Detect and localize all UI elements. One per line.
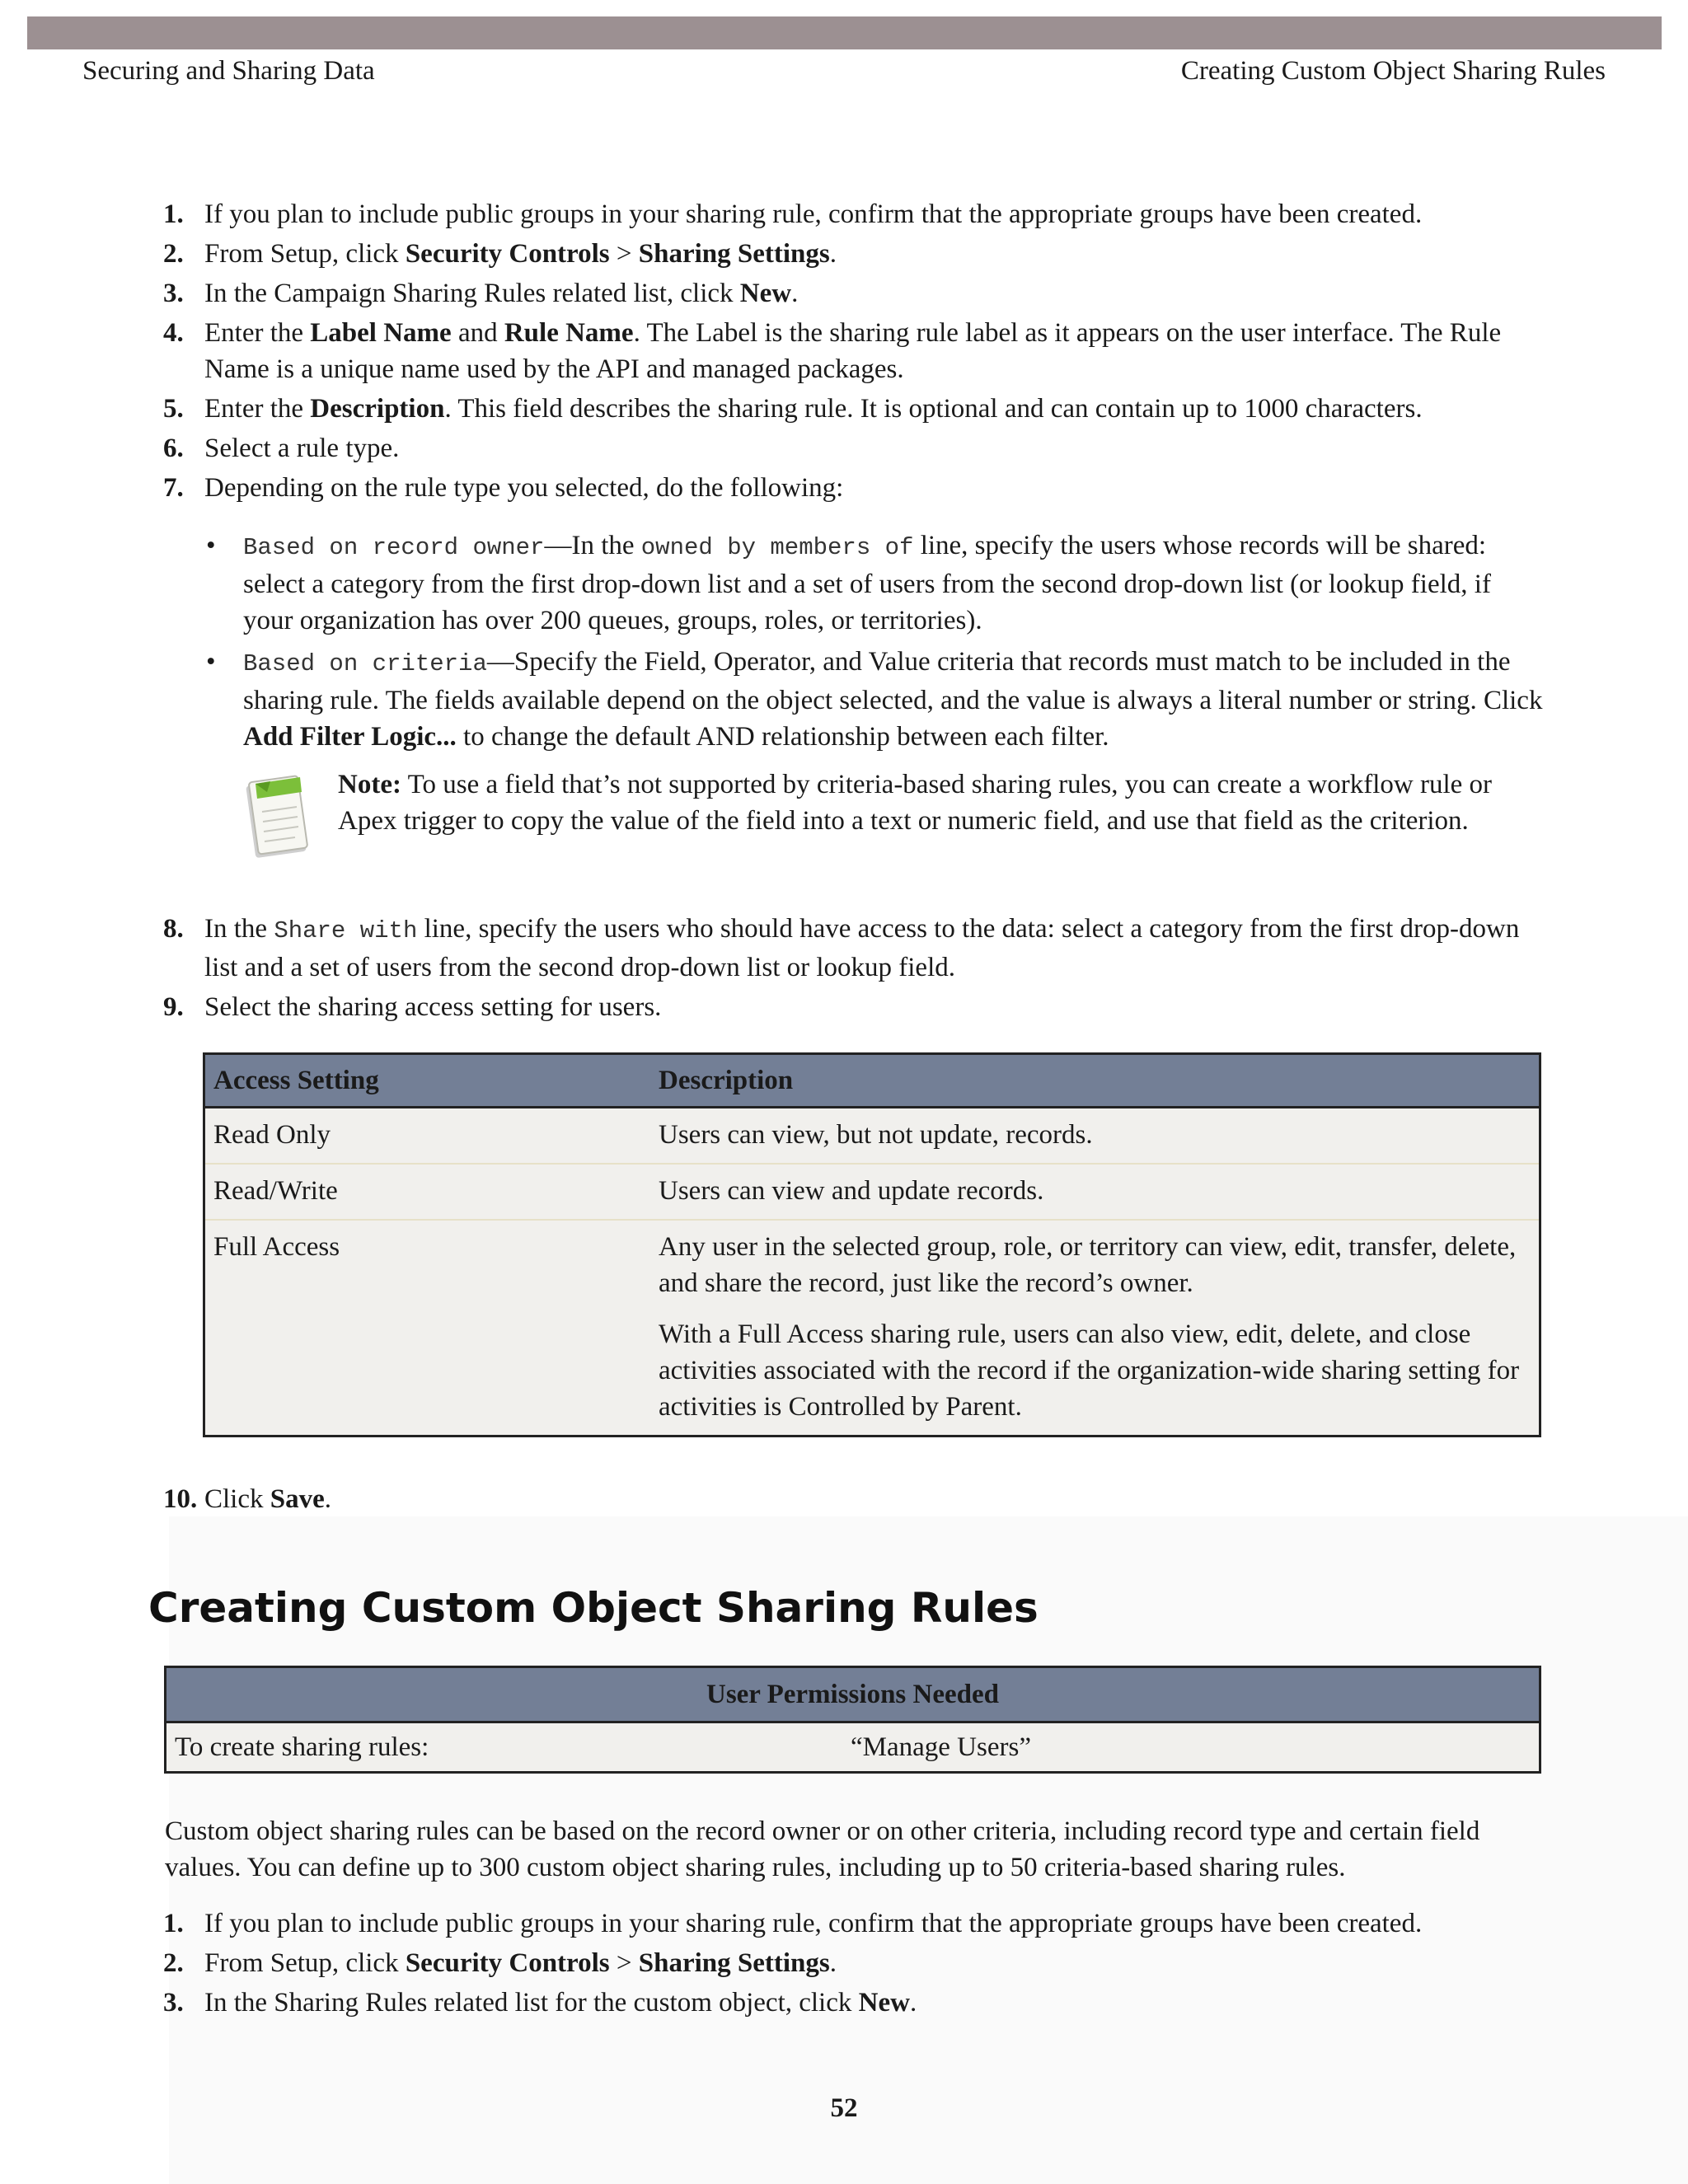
note-pad-icon: [246, 771, 310, 861]
step-number: 4.: [163, 318, 184, 348]
step-text: .: [909, 1988, 917, 2018]
step-text: . This field describes the sharing rule. It is optional and can contain up to 1000 characters.: [444, 394, 1423, 424]
ui-label-security-controls: Security Controls: [405, 239, 610, 269]
step-5: [163, 391, 1540, 427]
step-3: [163, 275, 1540, 312]
bullet-text: to change the default AND relationship between each filter.: [456, 722, 1109, 752]
header-bar: [27, 16, 1662, 49]
ui-label-sharing-settings: Sharing Settings: [638, 1948, 830, 1978]
step-number: 7.: [163, 473, 184, 503]
step-text: .: [791, 279, 799, 308]
bullet-text: —Specify the Field, Operator, and Value criteria that records must match to be included in the sharing rule. The fields available depend on the object selected, and the value is always a literal number or string. Click: [243, 647, 1543, 715]
step-text: >: [609, 239, 639, 269]
access-setting-table: [203, 1052, 1541, 1437]
table-row: [204, 1220, 1540, 1436]
step-text: Enter the: [204, 318, 311, 348]
description-cell: Users can view and update records.: [650, 1164, 1540, 1220]
step-number: 10.: [163, 1484, 198, 1514]
ui-label-add-filter-logic: Add Filter Logic...: [243, 722, 457, 752]
code-owned-by-members-of: owned by members of: [640, 534, 914, 561]
page-number: 52: [830, 2093, 858, 2123]
bullet-text: —In the: [544, 531, 641, 560]
bullet-record-owner: [206, 527, 1545, 639]
ui-label-security-controls: Security Controls: [405, 1948, 610, 1978]
ui-label-description: Description: [310, 394, 445, 424]
ui-label-save: Save: [270, 1484, 325, 1514]
step-text: If you plan to include public groups in your sharing rule, confirm that the appropriate groups have been created.: [204, 1909, 1423, 1938]
ui-label-label-name: Label Name: [310, 318, 452, 348]
section-intro-paragraph: Custom object sharing rules can be based on the record owner or on other criteria, including record type and certain field values. You can define up to 300 custom object sharing rules, including up to 50 criteria-based sharing rules.: [165, 1816, 1480, 1882]
bullet-dot: •: [206, 531, 216, 560]
rule-type-bullets: [206, 527, 1545, 760]
step-number: 3.: [163, 1988, 184, 2018]
column-header-description: Description: [650, 1054, 1540, 1108]
step-6: [163, 430, 1540, 466]
description-cell: [650, 1220, 1540, 1436]
step-text: Select the sharing access setting for users.: [204, 992, 662, 1022]
step-text: >: [609, 1948, 639, 1978]
step-2: [163, 236, 1540, 272]
step-text: Depending on the rule type you selected, do the following:: [204, 473, 844, 503]
ui-label-sharing-settings: Sharing Settings: [638, 239, 830, 269]
steps-list-section: [163, 1905, 1540, 2024]
ui-label-new: New: [858, 1988, 910, 2018]
header-section-title: Creating Custom Object Sharing Rules: [1180, 56, 1606, 86]
step-text: Select a rule type.: [204, 434, 400, 463]
note-label: Note:: [338, 770, 401, 799]
steps-list-mid: [163, 911, 1540, 1029]
step-number: 8.: [163, 914, 184, 944]
steps-list-top: [163, 196, 1540, 509]
column-header-access-setting: Access Setting: [204, 1054, 651, 1108]
step-text: Click: [204, 1484, 270, 1514]
step-number: 5.: [163, 394, 184, 424]
step-1: [163, 196, 1540, 232]
note-body: To use a field that’s not supported by criteria-based sharing rules, you can create a workflow rule or Apex trigger to copy the value of the field into a text or numeric field, and use that field as the criterion.: [338, 770, 1493, 836]
step-text: In the: [204, 914, 274, 944]
table-header-row: [166, 1667, 1540, 1722]
step-2: [163, 1945, 1540, 1981]
code-share-with: Share with: [274, 917, 418, 944]
step-text: In the Campaign Sharing Rules related list, click: [204, 279, 740, 308]
step-4: [163, 315, 1540, 387]
step-text: .: [829, 1948, 837, 1978]
access-setting-cell: Read/Write: [204, 1164, 651, 1220]
step-text: .: [324, 1484, 331, 1514]
permission-value-cell: “Manage Users”: [842, 1722, 1540, 1773]
bullet-criteria: [206, 644, 1545, 755]
step-number: 9.: [163, 992, 184, 1022]
step-number: 2.: [163, 1948, 184, 1978]
step-number: 3.: [163, 279, 184, 308]
step-number: 6.: [163, 434, 184, 463]
step-text: . The Label is the sharing rule label as it appears on the user interface. The Rule Name is a unique name used by the API and managed packages.: [204, 318, 1502, 384]
description-paragraph: With a Full Access sharing rule, users can also view, edit, delete, and close activities associated with the record if the organization-wide sharing setting for activities is Controlled by Parent.: [659, 1319, 1520, 1422]
step-text: From Setup, click: [204, 239, 406, 269]
table-row: [204, 1108, 1540, 1165]
step-3: [163, 1985, 1540, 2021]
code-based-on-criteria: Based on criteria: [243, 650, 487, 677]
step-7: [163, 470, 1540, 506]
step-number: 1.: [163, 199, 184, 229]
header-chapter-title: Securing and Sharing Data: [82, 56, 375, 86]
step-text: line, specify the users who should have access to the data: select a category from the first drop-down list and a set of users from the second drop-down list or lookup field.: [204, 914, 1520, 982]
ui-label-new: New: [739, 279, 792, 308]
table-row: [166, 1722, 1540, 1773]
code-based-on-record-owner: Based on record owner: [243, 534, 545, 561]
step-number: 1.: [163, 1909, 184, 1938]
ui-label-rule-name: Rule Name: [504, 318, 634, 348]
description-paragraph: Any user in the selected group, role, or territory can view, edit, transfer, delete, and share the record, just like the record’s owner.: [659, 1232, 1517, 1298]
note-callout: [338, 766, 1541, 839]
column-header-user-permissions: User Permissions Needed: [166, 1667, 1540, 1722]
table-row: [204, 1164, 1540, 1220]
step-9: [163, 989, 1540, 1025]
step-text: .: [829, 239, 837, 269]
access-setting-cell: Full Access: [204, 1220, 651, 1436]
bullet-text: line, specify the users whose records will be shared: select a category from the first drop-down list and a set of users from the second drop-down list (or lookup field, if your organization has over 200 queues, groups, roles, or territories).: [243, 531, 1491, 635]
section-heading: Creating Custom Object Sharing Rules: [148, 1584, 1039, 1632]
steps-list-step10: [163, 1481, 1540, 1521]
step-10: [163, 1481, 1540, 1517]
permission-task-cell: To create sharing rules:: [166, 1722, 843, 1773]
step-1: [163, 1905, 1540, 1942]
step-text: If you plan to include public groups in your sharing rule, confirm that the appropriate groups have been created.: [204, 199, 1423, 229]
step-text: and: [451, 318, 504, 348]
bullet-dot: •: [206, 647, 216, 677]
description-cell: Users can view, but not update, records.: [650, 1108, 1540, 1165]
access-setting-cell: Read Only: [204, 1108, 651, 1165]
step-number: 2.: [163, 239, 184, 269]
user-permissions-table: [164, 1666, 1541, 1774]
step-8: [163, 911, 1540, 986]
step-text: From Setup, click: [204, 1948, 406, 1978]
step-text: Enter the: [204, 394, 311, 424]
table-header-row: [204, 1054, 1540, 1108]
step-text: In the Sharing Rules related list for the custom object, click: [204, 1988, 859, 2018]
